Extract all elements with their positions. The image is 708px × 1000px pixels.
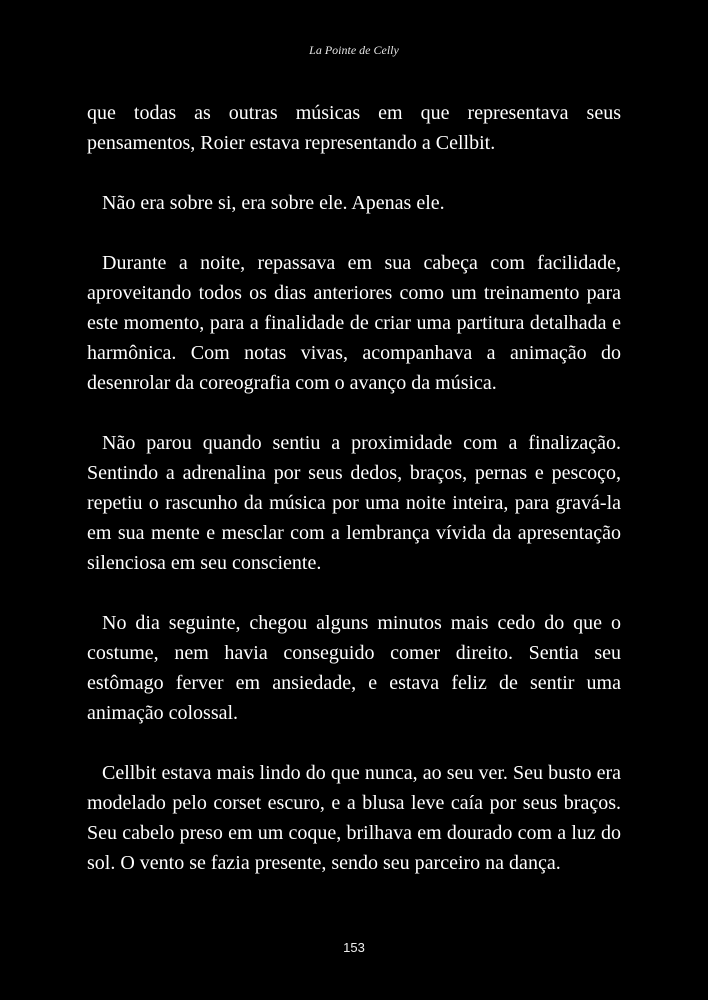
paragraph-5: No dia seguinte, chegou alguns minutos mais cedo do que o costume, nem havia conseguido comer direito. Sentia seu estômago ferver em ansiedade, e estava feliz de sentir uma animação colossal. [87, 612, 621, 724]
paragraph-4: Não parou quando sentiu a proximidade com a finalização. Sentindo a adrenalina por seus dedos, braços, pernas e pescoço, repetiu o rascunho da música por uma noite inteira, para gravá-la em sua mente e mesclar com a lembrança vívida da apresentação silenciosa em seu consciente. [87, 432, 621, 574]
paragraph-2: Não era sobre si, era sobre ele. Apenas ele. [102, 192, 445, 214]
paragraph-1: que todas as outras músicas em que representava seus pensamentos, Roier estava representando a Cellbit. [87, 102, 621, 154]
page-number: 153 [343, 940, 365, 955]
paragraph-3: Durante a noite, repassava em sua cabeça com facilidade, aproveitando todos os dias anteriores como um treinamento para este momento, para a finalidade de criar uma partitura detalhada e harmônica. Com notas vivas, acompanhava a animação do desenrolar da coreografia com o avanço da música. [87, 252, 621, 394]
paragraph-6: Cellbit estava mais lindo do que nunca, ao seu ver. Seu busto era modelado pelo corset escuro, e a blusa leve caía por seus braços. Seu cabelo preso em um coque, brilhava em dourado com a luz do sol. O vento se fazia presente, sendo seu parceiro na dança. [87, 762, 621, 874]
running-header: La Pointe de Celly [309, 43, 399, 57]
page-body [87, 98, 621, 908]
